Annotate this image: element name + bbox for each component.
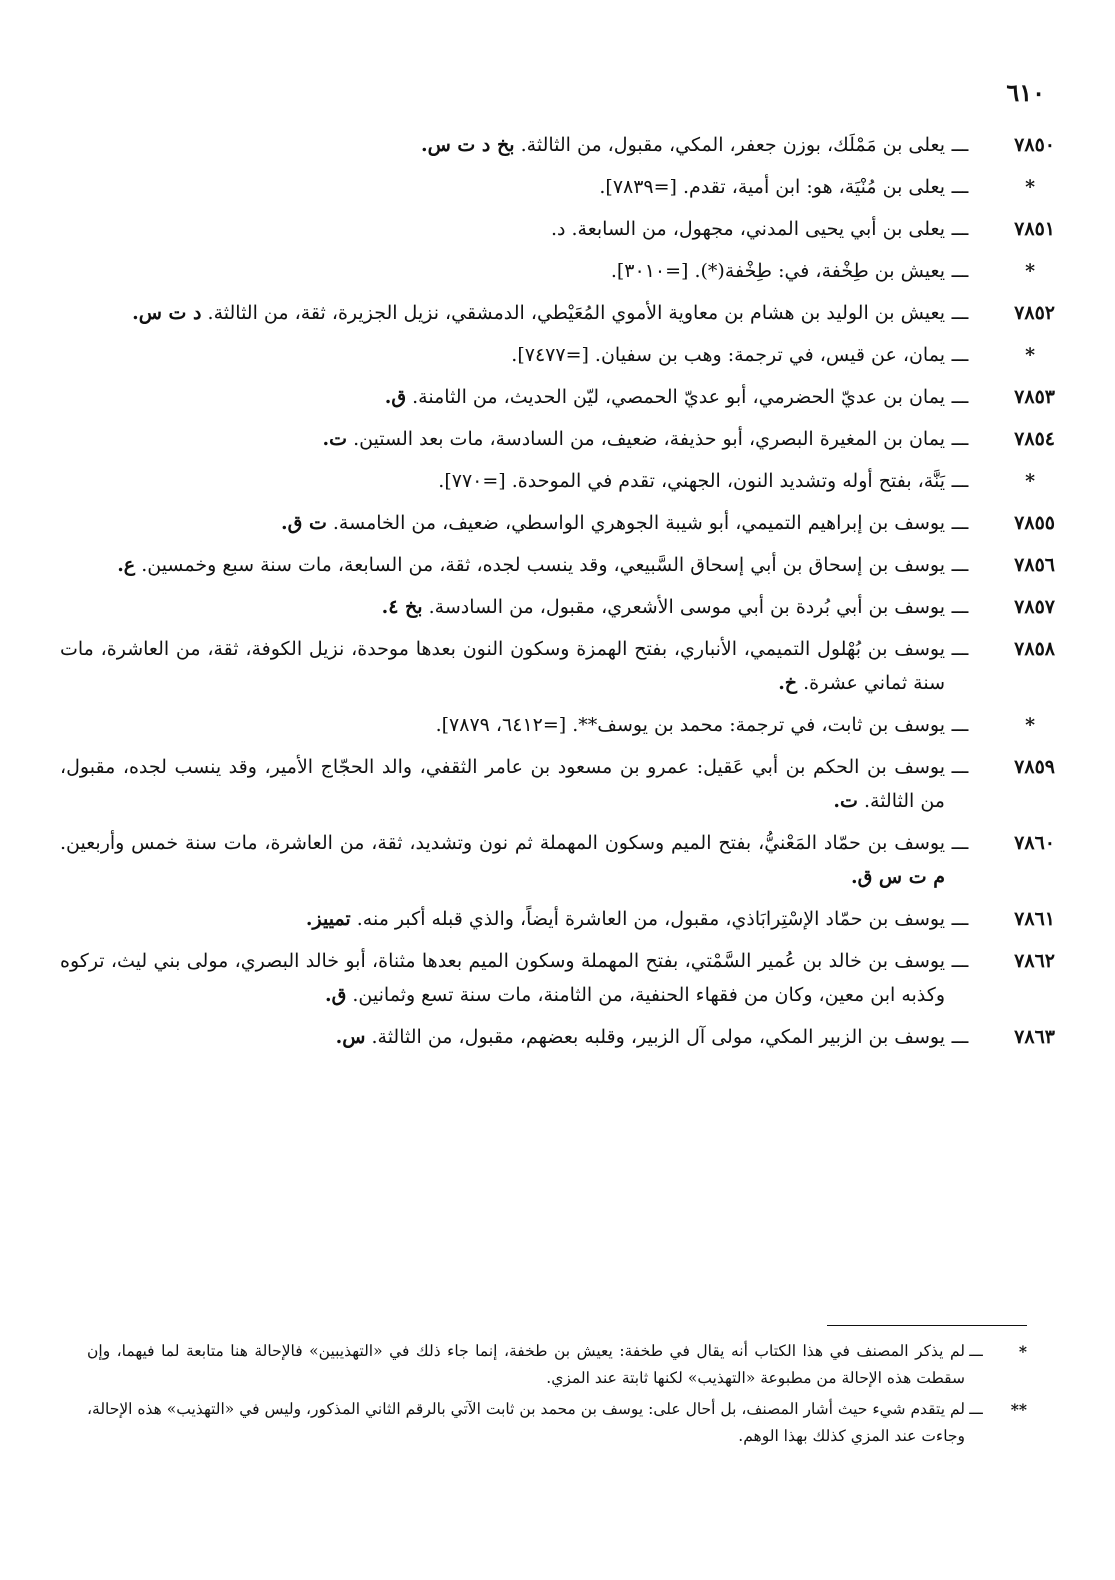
entry-text: يعيش بن الوليد بن هشام بن معاوية الأموي المُعَيْطي، الدمشقي، نزيل الجزيرة، ثقة، من الثالثة. د ت س. — [132, 302, 945, 324]
entry-7853 — [60, 380, 1055, 414]
page-number: ٦١٠ — [1006, 78, 1045, 107]
entry-symbols: بخ د ت س. — [421, 134, 515, 156]
entry-symbols: س. — [335, 1026, 366, 1048]
entry-reference — [60, 170, 1055, 204]
entry-reference — [60, 254, 1055, 288]
footnote-1 — [87, 1338, 1027, 1392]
entry-text: يوسف بن أبي بُردة بن أبي موسى الأشعري، مقبول، من السادسة. بخ ٤. — [381, 596, 945, 618]
entry-7855 — [60, 506, 1055, 540]
footnote-mark: ** — [1010, 1400, 1027, 1419]
entry-7861 — [60, 902, 1055, 936]
entry-number: ٧٨٦١ — [1014, 908, 1055, 930]
entry-number: ٧٨٦٠ — [1014, 832, 1055, 854]
entry-text: يوسف بن بُهْلول التميمي، الأنباري، بفتح الهمزة وسكون النون بعدها موحدة، نزيل الكوفة، ثقة، من العاشرة، مات سنة ثماني عشرة. خ. — [60, 638, 945, 694]
entry-7850 — [60, 128, 1055, 162]
entry-number: ٧٨٥٧ — [1014, 596, 1055, 618]
entry-dash: ـــ — [951, 638, 969, 660]
entry-text: يمان بن عديّ الحضرمي، أبو عديّ الحمصي، ليّن الحديث، من الثامنة. ق. — [384, 386, 945, 408]
entry-dash: ـــ — [951, 512, 969, 534]
entry-star: * — [1025, 714, 1035, 736]
entry-reference — [60, 464, 1055, 498]
footnote-divider — [827, 1325, 1027, 1326]
entry-symbols: ق. — [324, 984, 347, 1006]
entries-list — [60, 128, 1055, 1062]
entry-number: ٧٨٦٣ — [1014, 1026, 1055, 1048]
entry-number: ٧٨٥٨ — [1014, 638, 1055, 660]
entry-text: يوسف بن حمّاد الإسْتِرابَاذي، مقبول، من العاشرة أيضاً، والذي قبله أكبر منه. تمييز. — [305, 908, 945, 930]
entry-text: يوسف بن خالد بن عُمير السَّمْتي، بفتح المهملة وسكون الميم بعدها مثناة، أبو خالد البصري، مولى بني ليث، تركوه وكذبه ابن معين، وكان من فقهاء الحنفية، من الثامنة، مات سنة تسع وثمانين. ق. — [60, 950, 945, 1006]
entry-text: يعلى بن مَمْلَك، بوزن جعفر، المكي، مقبول، من الثالثة. بخ د ت س. — [421, 134, 945, 156]
entry-number: ٧٨٥٦ — [1014, 554, 1055, 576]
entry-symbols: ع. — [117, 554, 136, 576]
entry-number: ٧٨٥٠ — [1014, 134, 1055, 156]
entry-text: يمان بن المغيرة البصري، أبو حذيفة، ضعيف، من السادسة، مات بعد الستين. ت. — [322, 428, 945, 450]
entry-symbols: ت ق. — [280, 512, 327, 534]
entry-symbols: م ت س ق. — [850, 866, 945, 888]
entry-dash: ـــ — [951, 908, 969, 930]
entry-text: يمان، عن قيس، في ترجمة: وهب بن سفيان. [=٧٤٧٧]. — [511, 344, 945, 366]
footnote-text: لم يتقدم شيء حيث أشار المصنف، بل أحال على: يوسف بن محمد بن ثابت الآتي بالرقم الثاني المذكور، وليس في «التهذيب» هذه الإحالة، وجاءت عند المزي كذلك بهذا الوهم. — [87, 1400, 965, 1445]
entry-number: ٧٨٥٣ — [1014, 386, 1055, 408]
entry-dash: ـــ — [951, 554, 969, 576]
entry-symbols: ق. — [384, 386, 407, 408]
entry-7863 — [60, 1020, 1055, 1054]
entry-star: * — [1025, 344, 1035, 366]
entry-symbols: ت. — [322, 428, 348, 450]
footnote-dash: ـــ — [969, 1342, 983, 1360]
entry-dash: ـــ — [951, 832, 969, 854]
entry-symbols: ت. — [833, 790, 858, 812]
entry-number: ٧٨٥٥ — [1014, 512, 1055, 534]
entry-dash: ـــ — [951, 756, 969, 778]
footnotes — [87, 1338, 1027, 1454]
footnote-dash: ـــ — [969, 1400, 983, 1418]
entry-7858 — [60, 632, 1055, 700]
entry-reference — [60, 338, 1055, 372]
entry-text: يَنَّة، بفتح أوله وتشديد النون، الجهني، تقدم في الموحدة. [=٧٧٠]. — [438, 470, 945, 492]
entry-dash: ـــ — [951, 176, 969, 198]
entry-7860 — [60, 826, 1055, 894]
entry-dash: ـــ — [951, 302, 969, 324]
entry-7856 — [60, 548, 1055, 582]
entry-dash: ـــ — [951, 386, 969, 408]
entry-text: يعلى بن أبي يحيى المدني، مجهول، من السابعة. د. — [550, 218, 945, 240]
entry-dash: ـــ — [951, 470, 969, 492]
entry-symbols: خ. — [778, 672, 798, 694]
entry-text: يعلى بن مُنْيَة، هو: ابن أمية، تقدم. [=٧٨٣٩]. — [599, 176, 945, 198]
entry-7862 — [60, 944, 1055, 1012]
footnote-2 — [87, 1396, 1027, 1450]
entry-symbols: د ت س. — [132, 302, 202, 324]
entry-star: * — [1025, 176, 1035, 198]
entry-7851 — [60, 212, 1055, 246]
entry-text: يوسف بن حمّاد المَعْنيُّ، بفتح الميم وسكون المهملة ثم نون وتشديد، ثقة، من العاشرة، مات سنة خمس وأربعين. م ت س ق. — [60, 832, 945, 888]
entry-dash: ـــ — [951, 596, 969, 618]
entry-dash: ـــ — [951, 1026, 969, 1048]
entry-number: ٧٨٥١ — [1014, 218, 1055, 240]
entry-text: يوسف بن ثابت، في ترجمة: محمد بن يوسف**. [=٦٤١٢، ٧٨٧٩]. — [435, 714, 945, 736]
entry-text: يعيش بن طِخْفة، في: طِخْفة(*). [=٣٠١٠]. — [610, 260, 945, 282]
entry-7854 — [60, 422, 1055, 456]
entry-text: يوسف بن الزبير المكي، مولى آل الزبير، وقلبه بعضهم، مقبول، من الثالثة. س. — [335, 1026, 945, 1048]
footnote-mark: * — [1018, 1342, 1027, 1361]
entry-text: يوسف بن إسحاق بن أبي إسحاق السَّبيعي، وقد ينسب لجده، ثقة، من السابعة، مات سنة سبع وخمسين. ع. — [117, 554, 945, 576]
entry-text: يوسف بن إبراهيم التميمي، أبو شيبة الجوهري الواسطي، ضعيف، من الخامسة. ت ق. — [280, 512, 945, 534]
entry-dash: ـــ — [951, 134, 969, 156]
entry-number: ٧٨٥٤ — [1014, 428, 1055, 450]
entry-dash: ـــ — [951, 428, 969, 450]
entry-dash: ـــ — [951, 714, 969, 736]
entry-7852 — [60, 296, 1055, 330]
entry-star: * — [1025, 470, 1035, 492]
entry-reference — [60, 708, 1055, 742]
entry-dash: ـــ — [951, 260, 969, 282]
entry-7859 — [60, 750, 1055, 818]
entry-dash: ـــ — [951, 950, 969, 972]
entry-dash: ـــ — [951, 344, 969, 366]
entry-number: ٧٨٥٩ — [1014, 756, 1055, 778]
entry-star: * — [1025, 260, 1035, 282]
entry-dash: ـــ — [951, 218, 969, 240]
entry-7857 — [60, 590, 1055, 624]
entry-symbols: تمييز. — [305, 908, 351, 930]
entry-number: ٧٨٦٢ — [1014, 950, 1055, 972]
entry-number: ٧٨٥٢ — [1014, 302, 1055, 324]
entry-text: يوسف بن الحكم بن أبي عَقيل: عمرو بن مسعود بن عامر الثقفي، والد الحجّاج الأمير، وقد ينسب لجده، مقبول، من الثالثة. ت. — [60, 756, 945, 812]
footnote-text: لم يذكر المصنف في هذا الكتاب أنه يقال في طخفة: يعيش بن طخفة، إنما جاء ذلك في «التهذيبين» فالإحالة هنا متابعة لما فيهما، وإن سقطت هذه الإحالة من مطبوعة «التهذيب» لكنها ثابتة عند المزي. — [87, 1342, 965, 1387]
entry-symbols: بخ ٤. — [381, 596, 423, 618]
